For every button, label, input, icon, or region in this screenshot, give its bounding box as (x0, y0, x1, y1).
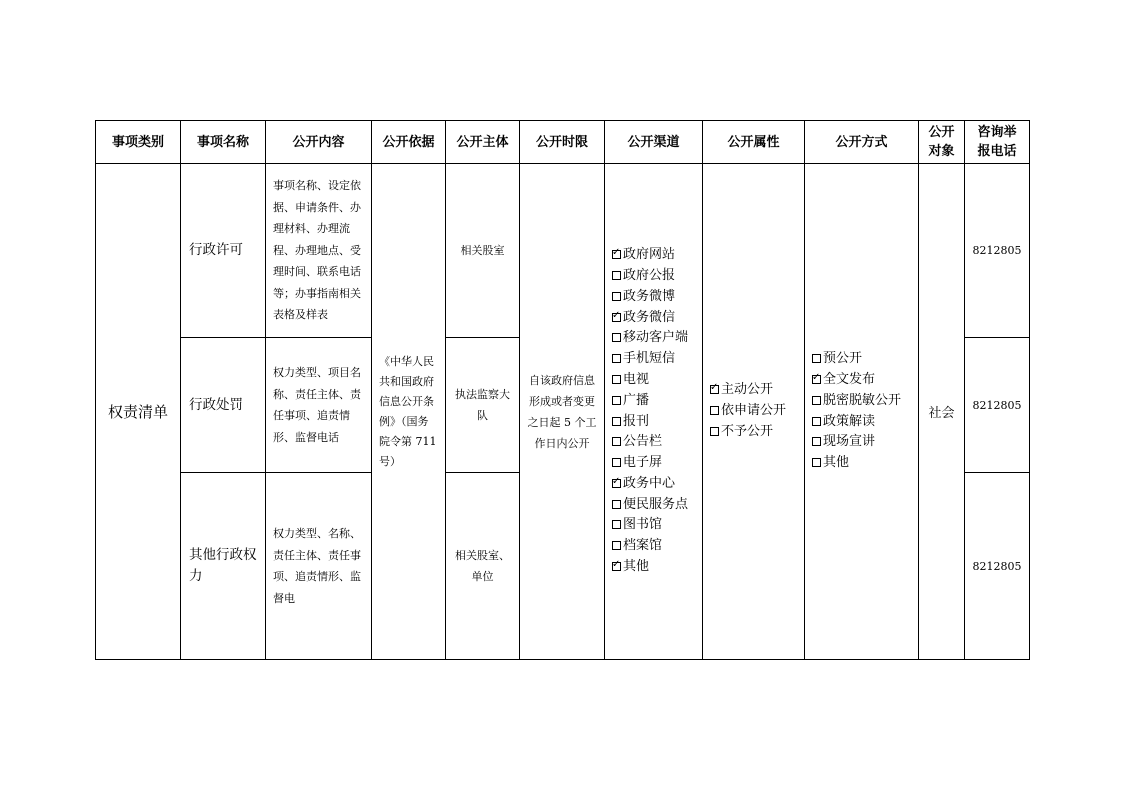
channel-option (612, 308, 702, 329)
header-time-limit: 公开时限 (520, 121, 605, 164)
channel-option (612, 432, 702, 453)
unchecked-box-icon (612, 396, 621, 405)
checked-box-icon (812, 375, 821, 384)
header-content: 公开内容 (266, 121, 372, 164)
methods-cell (805, 164, 919, 660)
channel-option (612, 453, 702, 474)
unchecked-box-icon (710, 406, 719, 415)
item-content: 权力类型、名称、责任主体、责任事项、追责情形、监督电 (266, 473, 372, 660)
channel-option-label: 政府公报 (623, 267, 676, 283)
method-option (812, 412, 918, 433)
channel-option-label: 政务中心 (623, 475, 676, 491)
channel-option-label: 图书馆 (623, 517, 663, 533)
channels-cell (605, 164, 703, 660)
unchecked-box-icon (612, 437, 621, 446)
channel-option (612, 245, 702, 266)
unchecked-box-icon (812, 396, 821, 405)
unchecked-box-icon (612, 354, 621, 363)
method-option-label: 全文发布 (823, 371, 876, 387)
channel-option-label: 政府网站 (623, 247, 676, 263)
channel-option-label: 手机短信 (623, 351, 676, 367)
unchecked-box-icon (812, 437, 821, 446)
item-phone: 8212805 (965, 473, 1030, 660)
unchecked-box-icon (710, 427, 719, 436)
channel-option (612, 328, 702, 349)
table-row (96, 164, 1030, 338)
channel-option (612, 266, 702, 287)
method-option-label: 其他 (823, 455, 850, 471)
unchecked-box-icon (612, 500, 621, 509)
item-content: 事项名称、设定依据、申请条件、办理材料、办理流程、办理地点、受理时间、联系电话等；办事指南相关表格及样表 (266, 164, 372, 338)
method-option (812, 391, 918, 412)
audience-cell: 社会 (919, 164, 965, 660)
method-option (812, 349, 918, 370)
item-name: 行政许可 (181, 164, 266, 338)
channel-option-label: 电视 (623, 371, 650, 387)
checked-box-icon (710, 385, 719, 394)
header-row (96, 121, 1030, 164)
attribute-option (710, 380, 804, 401)
checked-box-icon (612, 313, 621, 322)
header-channels: 公开渠道 (605, 121, 703, 164)
item-phone: 8212805 (965, 164, 1030, 338)
checked-box-icon (612, 562, 621, 571)
attribute-option (710, 401, 804, 422)
methods-list (812, 349, 918, 474)
channel-option (612, 349, 702, 370)
item-phone: 8212805 (965, 338, 1030, 473)
channel-option-label: 公告栏 (623, 434, 663, 450)
channel-option (612, 391, 702, 412)
item-name: 其他行政权力 (181, 473, 266, 660)
method-option (812, 453, 918, 474)
checked-box-icon (612, 250, 621, 259)
unchecked-box-icon (612, 458, 621, 467)
channel-option (612, 495, 702, 516)
header-item-name: 事项名称 (181, 121, 266, 164)
item-subject: 执法监察大队 (446, 338, 520, 473)
channel-option (612, 287, 702, 308)
basis-cell: 《中华人民共和国政府信息公开条例》（国务院令第 711 号） (372, 164, 446, 660)
header-subject: 公开主体 (446, 121, 520, 164)
unchecked-box-icon (612, 375, 621, 384)
header-methods: 公开方式 (805, 121, 919, 164)
channel-option (612, 515, 702, 536)
channel-option-label: 广播 (623, 392, 650, 408)
attribute-option-label: 依申请公开 (721, 403, 787, 419)
channel-option-label: 政务微博 (623, 288, 676, 304)
attributes-list (710, 380, 804, 442)
attribute-option-label: 不予公开 (721, 423, 774, 439)
attribute-option-label: 主动公开 (721, 382, 774, 398)
unchecked-box-icon (612, 271, 621, 280)
channel-option (612, 412, 702, 433)
channel-option-label: 政务微信 (623, 309, 676, 325)
unchecked-box-icon (612, 541, 621, 550)
method-option-label: 预公开 (823, 351, 863, 367)
attributes-cell (703, 164, 805, 660)
unchecked-box-icon (812, 458, 821, 467)
item-name: 行政处罚 (181, 338, 266, 473)
unchecked-box-icon (812, 354, 821, 363)
header-category: 事项类别 (96, 121, 181, 164)
unchecked-box-icon (612, 292, 621, 301)
item-content: 权力类型、项目名称、责任主体、责任事项、追责情形、监督电话 (266, 338, 372, 473)
method-option-label: 现场宣讲 (823, 434, 876, 450)
header-basis: 公开依据 (372, 121, 446, 164)
method-option (812, 370, 918, 391)
attribute-option (710, 422, 804, 443)
method-option-label: 政策解读 (823, 413, 876, 429)
channels-list (612, 245, 702, 578)
item-subject: 相关股室 (446, 164, 520, 338)
channel-option-label: 电子屏 (623, 455, 663, 471)
unchecked-box-icon (612, 520, 621, 529)
item-subject: 相关股室、单位 (446, 473, 520, 660)
category-cell: 权责清单 (96, 164, 181, 660)
method-option (812, 432, 918, 453)
channel-option-label: 档案馆 (623, 538, 663, 554)
time-limit-cell: 自该政府信息形成或者变更之日起 5 个工作日内公开 (520, 164, 605, 660)
channel-option-label: 移动客户端 (623, 330, 689, 346)
channel-option-label: 便民服务点 (623, 496, 689, 512)
unchecked-box-icon (812, 417, 821, 426)
unchecked-box-icon (612, 333, 621, 342)
channel-option (612, 536, 702, 557)
channel-option (612, 557, 702, 578)
method-option-label: 脱密脱敏公开 (823, 392, 902, 408)
disclosure-table (95, 120, 1030, 660)
unchecked-box-icon (612, 417, 621, 426)
header-phone: 咨询举报电话 (965, 121, 1030, 164)
channel-option (612, 370, 702, 391)
header-attributes: 公开属性 (703, 121, 805, 164)
header-audience: 公开对象 (919, 121, 965, 164)
channel-option-label: 报刊 (623, 413, 650, 429)
checked-box-icon (612, 479, 621, 488)
channel-option-label: 其他 (623, 559, 650, 575)
channel-option (612, 474, 702, 495)
